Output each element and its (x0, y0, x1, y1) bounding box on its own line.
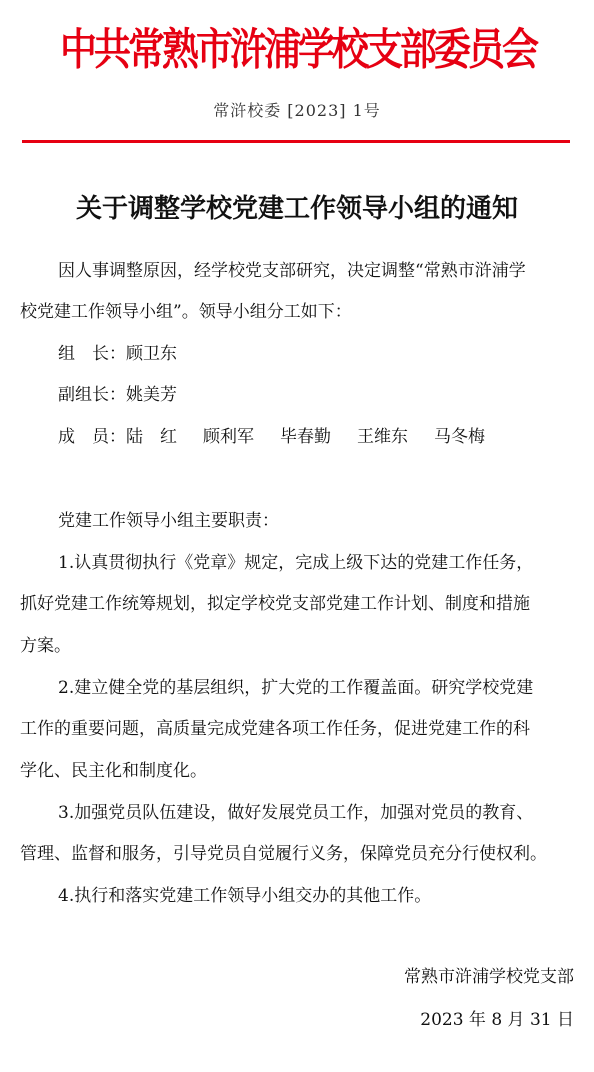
duty-2-line-3: 学化、民主化和制度化。 (20, 761, 207, 781)
document-title: 关于调整学校党建工作领导小组的通知 (75, 194, 518, 224)
document-number: 常浒校委 [2023] 1号 (213, 101, 381, 120)
intro-line-2: 校党建工作领导小组”。领导小组分工如下： (20, 302, 352, 322)
issuing-organization-header: 中共常熟市浒浦学校支部委员会 (60, 23, 536, 75)
duty-1-line-2: 抓好党建工作统筹规划，拟定学校党支部党建工作计划、制度和措施 (20, 594, 530, 614)
intro-line-1: 因人事调整原因，经学校党支部研究，决定调整“常熟市浒浦学 (58, 261, 526, 281)
duty-2-line-1: 2.建立健全党的基层组织，扩大党的工作覆盖面。研究学校党建 (58, 678, 534, 698)
duty-4-line-1: 4.执行和落实党建工作领导小组交办的其他工作。 (58, 886, 432, 906)
duty-1-line-1: 1.认真贯彻执行《党章》规定，完成上级下达的党建工作任务， (58, 553, 534, 573)
members-label: 成 员： (58, 427, 126, 447)
duty-2-line-2: 工作的重要问题，高质量完成党建各项工作任务，促进党建工作的科 (20, 719, 530, 739)
signature-date: 2023 年 8 月 31 日 (420, 1010, 574, 1030)
duties-heading: 党建工作领导小组主要职责： (58, 511, 279, 531)
members-line (58, 425, 511, 449)
member-name: 王维东 (357, 427, 408, 447)
leader-line: 组 长：顾卫东 (58, 344, 177, 364)
duty-1-line-3: 方案。 (20, 636, 71, 656)
signature-organization: 常熟市浒浦学校党支部 (404, 967, 574, 987)
duty-3-line-1: 3.加强党员队伍建设，做好发展党员工作，加强对党员的教育、 (58, 803, 534, 823)
duty-3-line-2: 管理、监督和服务，引导党员自觉履行义务，保障党员充分行使权利。 (20, 844, 547, 864)
header-divider (22, 140, 570, 143)
member-name: 陆 红 (126, 427, 177, 447)
member-name: 马冬梅 (434, 427, 485, 447)
deputy-leader-line: 副组长：姚美芳 (58, 385, 177, 405)
member-name: 顾利军 (203, 427, 254, 447)
member-name: 毕春勤 (280, 427, 331, 447)
